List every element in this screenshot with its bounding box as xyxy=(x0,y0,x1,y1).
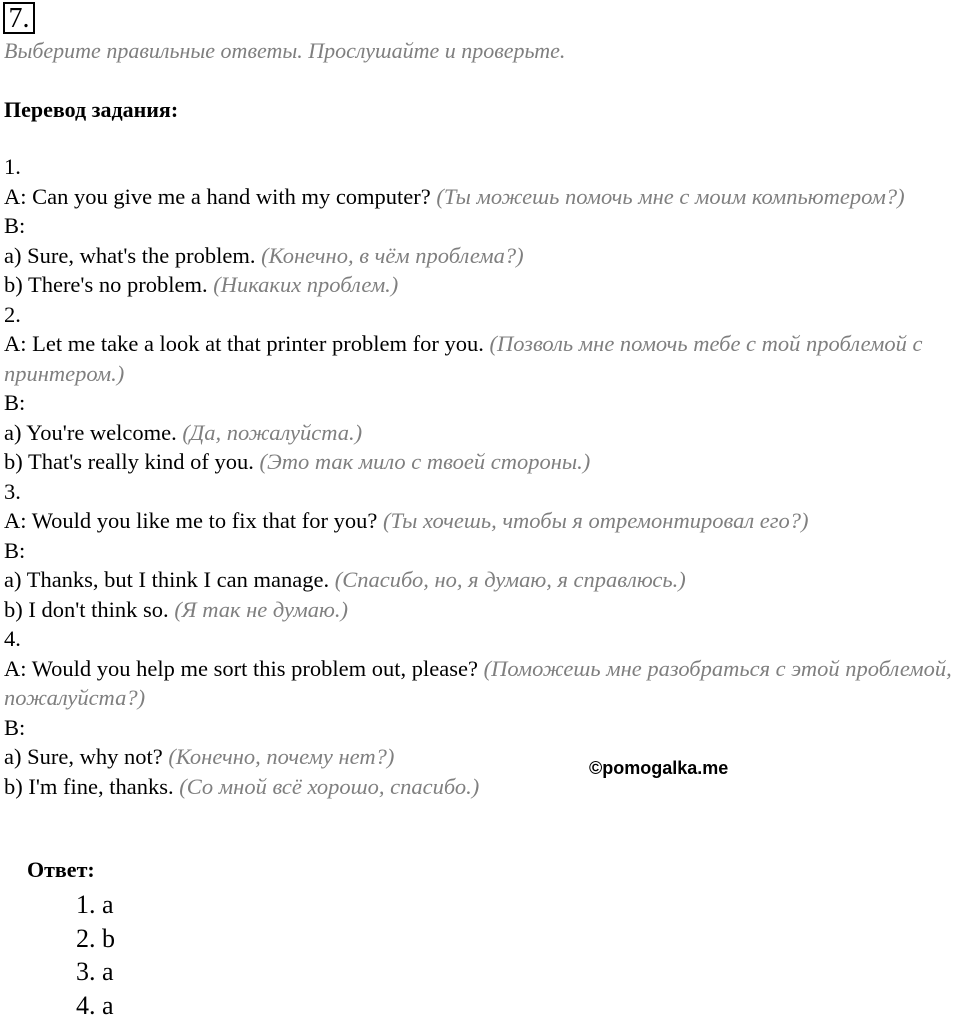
answer-item: 4. a xyxy=(76,989,115,1022)
option-text: a) Thanks, but I think I can manage. xyxy=(4,567,329,592)
speaker-a-translation: (Ты можешь помочь мне с моим компьютером?) xyxy=(436,184,904,209)
speaker-b-label: B: xyxy=(4,536,960,566)
option-text: a) Sure, why not? xyxy=(4,744,163,769)
dialogue-number: 1. xyxy=(4,152,960,182)
dialogues xyxy=(4,152,960,801)
dialogue-number: 3. xyxy=(4,477,960,507)
option-text: a) Sure, what's the problem. xyxy=(4,243,256,268)
option-translation: (Спасибо, но, я думаю, я справлюсь.) xyxy=(335,567,686,592)
option-text: b) That's really kind of you. xyxy=(4,449,254,474)
option-line xyxy=(4,742,960,772)
option-translation: (Никаких проблем.) xyxy=(213,272,398,297)
speaker-a-translation: (Позволь мне помочь тебе с той проблемой с принтером.) xyxy=(4,331,923,386)
speaker-b-label: B: xyxy=(4,211,960,241)
dialogue-number: 2. xyxy=(4,300,960,330)
answer-item: 1. a xyxy=(76,888,115,922)
speaker-a-prefix: A: xyxy=(4,331,32,356)
speaker-a-text: Let me take a look at that printer problem for you. xyxy=(32,331,484,356)
answer-list xyxy=(76,888,115,1022)
option-translation: (Это так мило с твоей стороны.) xyxy=(259,449,590,474)
speaker-a-prefix: A: xyxy=(4,508,32,533)
option-line xyxy=(4,418,960,448)
dialogue-number: 4. xyxy=(4,624,960,654)
instruction-text: Выберите правильные ответы. Прослушайте и проверьте. xyxy=(4,38,565,64)
speaker-b-label: B: xyxy=(4,388,960,418)
speaker-a-text: Would you like me to fix that for you? xyxy=(32,508,378,533)
option-translation: (Со мной всё хорошо, спасибо.) xyxy=(179,774,479,799)
speaker-b-label: B: xyxy=(4,713,960,743)
answer-heading: Ответ: xyxy=(27,857,95,883)
speaker-a-line xyxy=(4,329,960,388)
option-line xyxy=(4,447,960,477)
option-text: b) There's no problem. xyxy=(4,272,208,297)
translation-heading: Перевод задания: xyxy=(4,97,178,123)
option-text: b) I'm fine, thanks. xyxy=(4,774,174,799)
speaker-a-prefix: A: xyxy=(4,656,32,681)
speaker-a-prefix: A: xyxy=(4,184,32,209)
speaker-a-translation: (Поможешь мне разобраться с этой проблемой, пожалуйста?) xyxy=(4,656,952,711)
option-translation: (Конечно, почему нет?) xyxy=(168,744,394,769)
speaker-a-line xyxy=(4,654,960,713)
watermark: ©pomogalka.me xyxy=(589,758,728,779)
option-line xyxy=(4,270,960,300)
option-line xyxy=(4,241,960,271)
option-translation: (Я так не думаю.) xyxy=(174,597,348,622)
option-line xyxy=(4,565,960,595)
speaker-a-line xyxy=(4,182,960,212)
speaker-a-text: Can you give me a hand with my computer? xyxy=(32,184,431,209)
speaker-a-text: Would you help me sort this problem out, please? xyxy=(32,656,478,681)
answer-item: 3. a xyxy=(76,955,115,989)
option-text: a) You're welcome. xyxy=(4,420,177,445)
answer-item: 2. b xyxy=(76,922,115,956)
option-translation: (Конечно, в чём проблема?) xyxy=(261,243,524,268)
option-line xyxy=(4,595,960,625)
speaker-a-translation: (Ты хочешь, чтобы я отремонтировал его?) xyxy=(383,508,809,533)
exercise-number: 7. xyxy=(3,2,35,34)
speaker-a-line xyxy=(4,506,960,536)
option-line xyxy=(4,772,960,802)
option-text: b) I don't think so. xyxy=(4,597,169,622)
option-translation: (Да, пожалуйста.) xyxy=(182,420,362,445)
